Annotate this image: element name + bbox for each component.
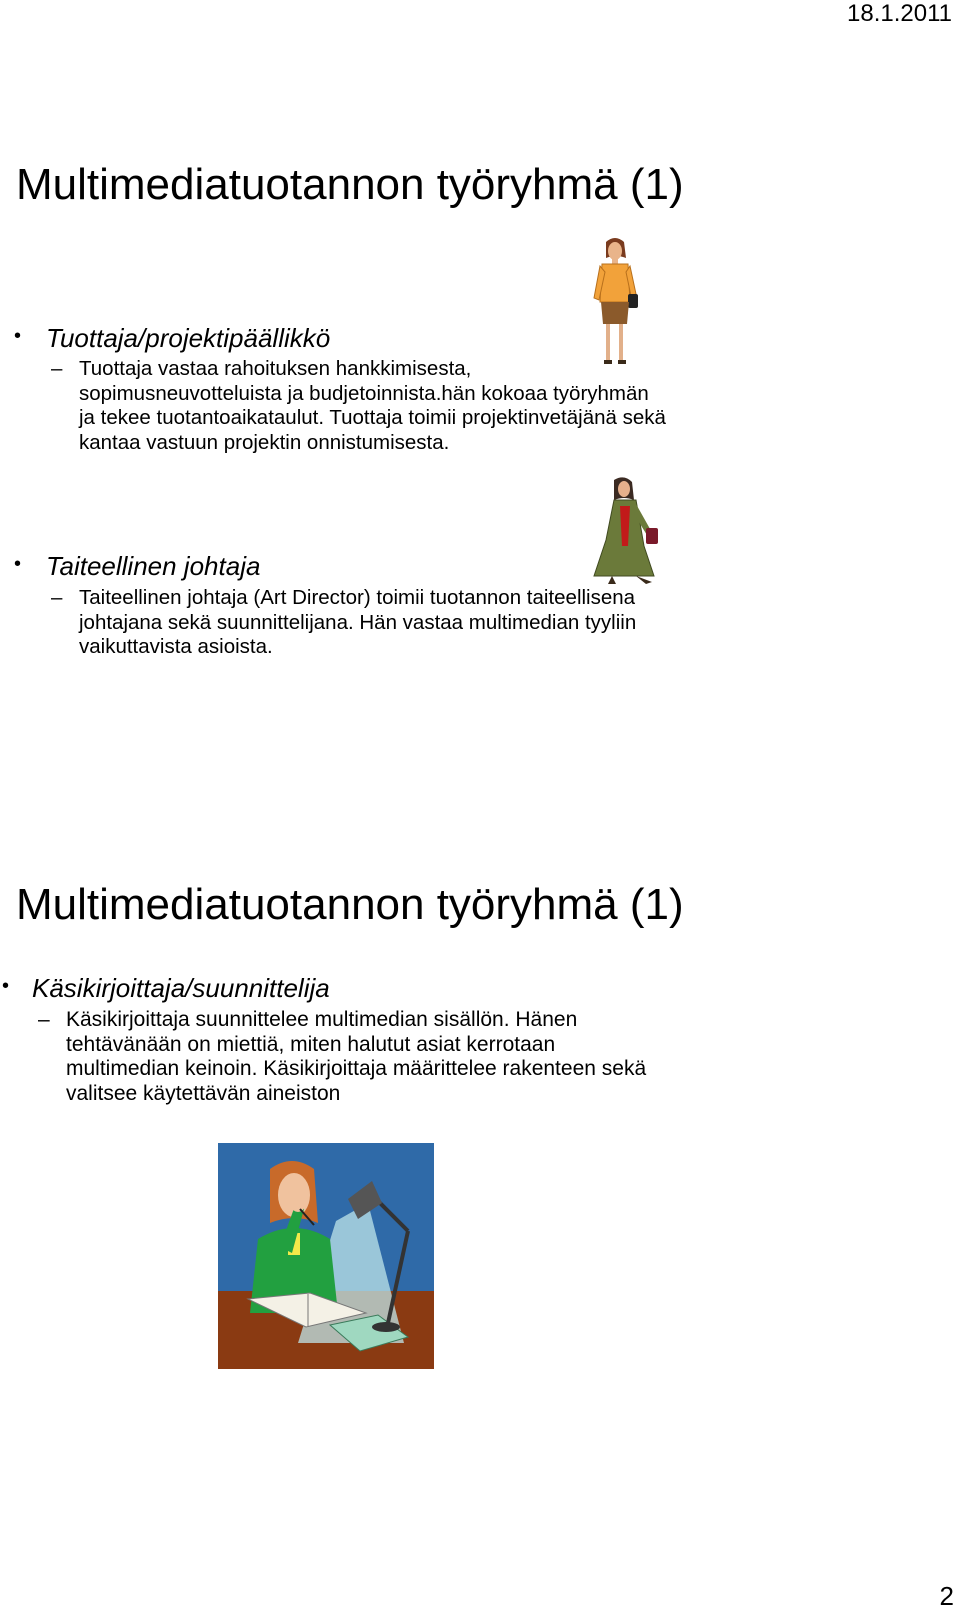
writer-at-desk-illustration (218, 1143, 434, 1369)
bullet-marker: • (2, 975, 10, 997)
text-line: tehtävänään on miettiä, miten halutut asiat kerrotaan (66, 1032, 556, 1056)
slide-1-title: Multimediatuotannon työryhmä (1) (16, 160, 684, 209)
text-line: ja tekee tuotantoaikataulut. Tuottaja toimii projektinvetäjänä sekä (79, 406, 666, 429)
walking-woman-illustration (584, 476, 670, 586)
art-director-heading: Taiteellinen johtaja (46, 551, 261, 581)
writer-description (38, 1008, 647, 1106)
text-line: multimedian keinoin. Käsikirjoittaja määrittelee rakenteen sekä (66, 1057, 647, 1080)
bullet-marker: • (14, 325, 22, 347)
producer-heading: Tuottaja/projektipäällikkö (46, 323, 331, 353)
text-line: kantaa vastuun projektin onnistumisesta. (79, 430, 450, 454)
header-date: 18.1.2011 (847, 0, 952, 27)
slide-1-bullet-producer (14, 323, 331, 354)
text-line: johtajana sekä suunnittelijana. Hän vastaa multimedian tyyliin (79, 610, 637, 634)
text-line: Tuottaja vastaa rahoituksen hankkimisesta, (79, 357, 472, 380)
text-line: sopimusneuvotteluista ja budjetoinnista.hän kokoaa työryhmän (79, 381, 649, 405)
dash-marker: – (51, 586, 63, 609)
bullet-marker: • (14, 553, 22, 575)
art-director-description (51, 586, 637, 660)
businesswoman-illustration (588, 236, 644, 368)
text-line: valitsee käytettävän aineiston (66, 1081, 341, 1105)
dash-marker: – (38, 1008, 50, 1031)
slide-1-bullet-art-director (14, 551, 261, 582)
writer-heading: Käsikirjoittaja/suunnittelija (32, 973, 330, 1003)
text-line: Käsikirjoittaja suunnittelee multimedian sisällön. Hänen (66, 1008, 578, 1031)
page-number: 2 (939, 1581, 954, 1611)
slide-2-bullet-writer (2, 973, 330, 1004)
dash-marker: – (51, 357, 63, 380)
slide-2-title: Multimediatuotannon työryhmä (1) (16, 880, 684, 929)
text-line: Taiteellinen johtaja (Art Director) toimii tuotannon taiteellisena (79, 586, 636, 609)
text-line: vaikuttavista asioista. (79, 635, 273, 658)
producer-description (51, 357, 666, 455)
